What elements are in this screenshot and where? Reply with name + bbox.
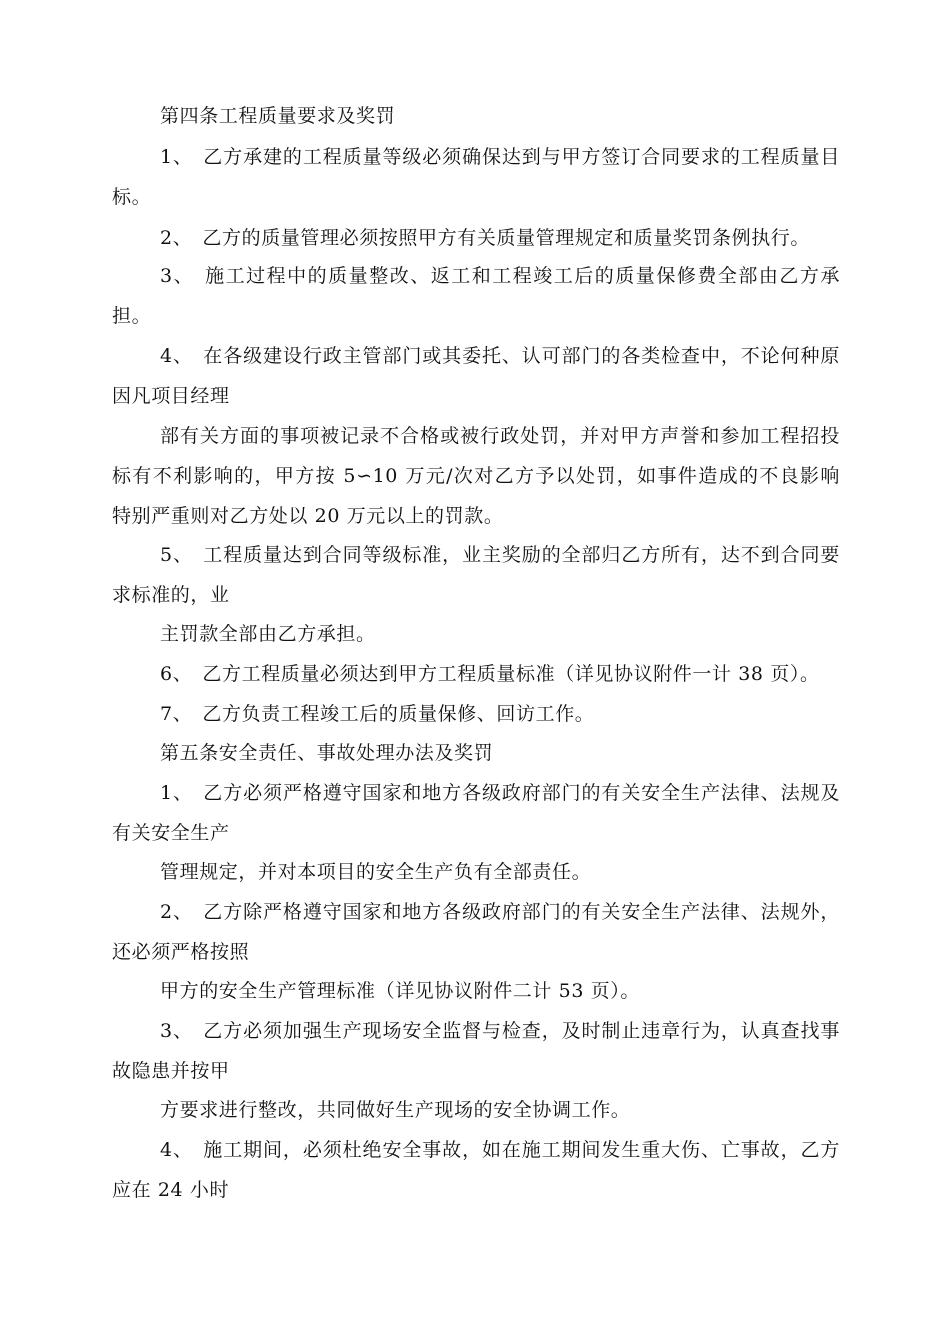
paragraph-4-1: 1、 乙方承建的工程质量等级必须确保达到与甲方签订合同要求的工程质量目标。 [112, 146, 840, 208]
paragraph-5-1: 1、 乙方必须严格遵守国家和地方各级政府部门的有关安全生产法律、法规及有关安全生产 [112, 782, 840, 844]
paragraph-5-2: 2、 乙方除严格遵守国家和地方各级政府部门的有关安全生产法律、法规外，还必须严格按照 [112, 901, 840, 963]
paragraph-5-2-continued: 甲方的安全生产管理标准（详见协议附件二计 53 页）。 [160, 980, 640, 1002]
paragraph-4-4: 4、 在各级建设行政主管部门或其委托、认可部门的各类检查中，不论何种原因凡项目经理 [112, 345, 840, 407]
paragraph-4-4-continued: 部有关方面的事项被记录不合格或被行政处罚，并对甲方声誉和参加工程招投标有不利影响的，甲方按 5∽10 万元/次对乙方予以处罚，如事件造成的不良影响 特别严重则对乙方处以 20 万元以上的罚款。 [112, 425, 860, 527]
section-heading-4: 第四条工程质量要求及奖罚 [160, 105, 396, 127]
paragraph-5-1-continued: 管理规定，并对本项目的安全生产负有全部责任。 [160, 861, 592, 883]
section-heading-5: 第五条安全责任、事故处理办法及奖罚 [160, 742, 494, 764]
paragraph-4-7: 7、 乙方负责工程竣工后的质量保修、回访工作。 [160, 703, 595, 725]
paragraph-4-5: 5、 工程质量达到合同等级标准，业主奖励的全部归乙方所有，达不到合同要求标准的，业 [112, 544, 840, 606]
paragraph-5-4: 4、 施工期间，必须杜绝安全事故，如在施工期间发生重大伤、亡事故，乙方应在 24 小时 [112, 1139, 840, 1201]
paragraph-5-3: 3、 乙方必须加强生产现场安全监督与检查，及时制止违章行为，认真查找事故隐患并按甲 [112, 1020, 840, 1082]
paragraph-4-5-continued: 主罚款全部由乙方承担。 [160, 623, 376, 645]
paragraph-5-3-continued: 方要求进行整改，共同做好生产现场的安全协调工作。 [160, 1099, 631, 1121]
paragraph-4-6: 6、 乙方工程质量必须达到甲方工程质量标准（详见协议附件一计 38 页）。 [160, 663, 820, 685]
paragraph-4-2: 2、 乙方的质量管理必须按照甲方有关质量管理规定和质量奖罚条例执行。 [160, 227, 810, 249]
paragraph-4-3: 3、 施工过程中的质量整改、返工和工程竣工后的质量保修费全部由乙方承担。 [112, 265, 840, 327]
